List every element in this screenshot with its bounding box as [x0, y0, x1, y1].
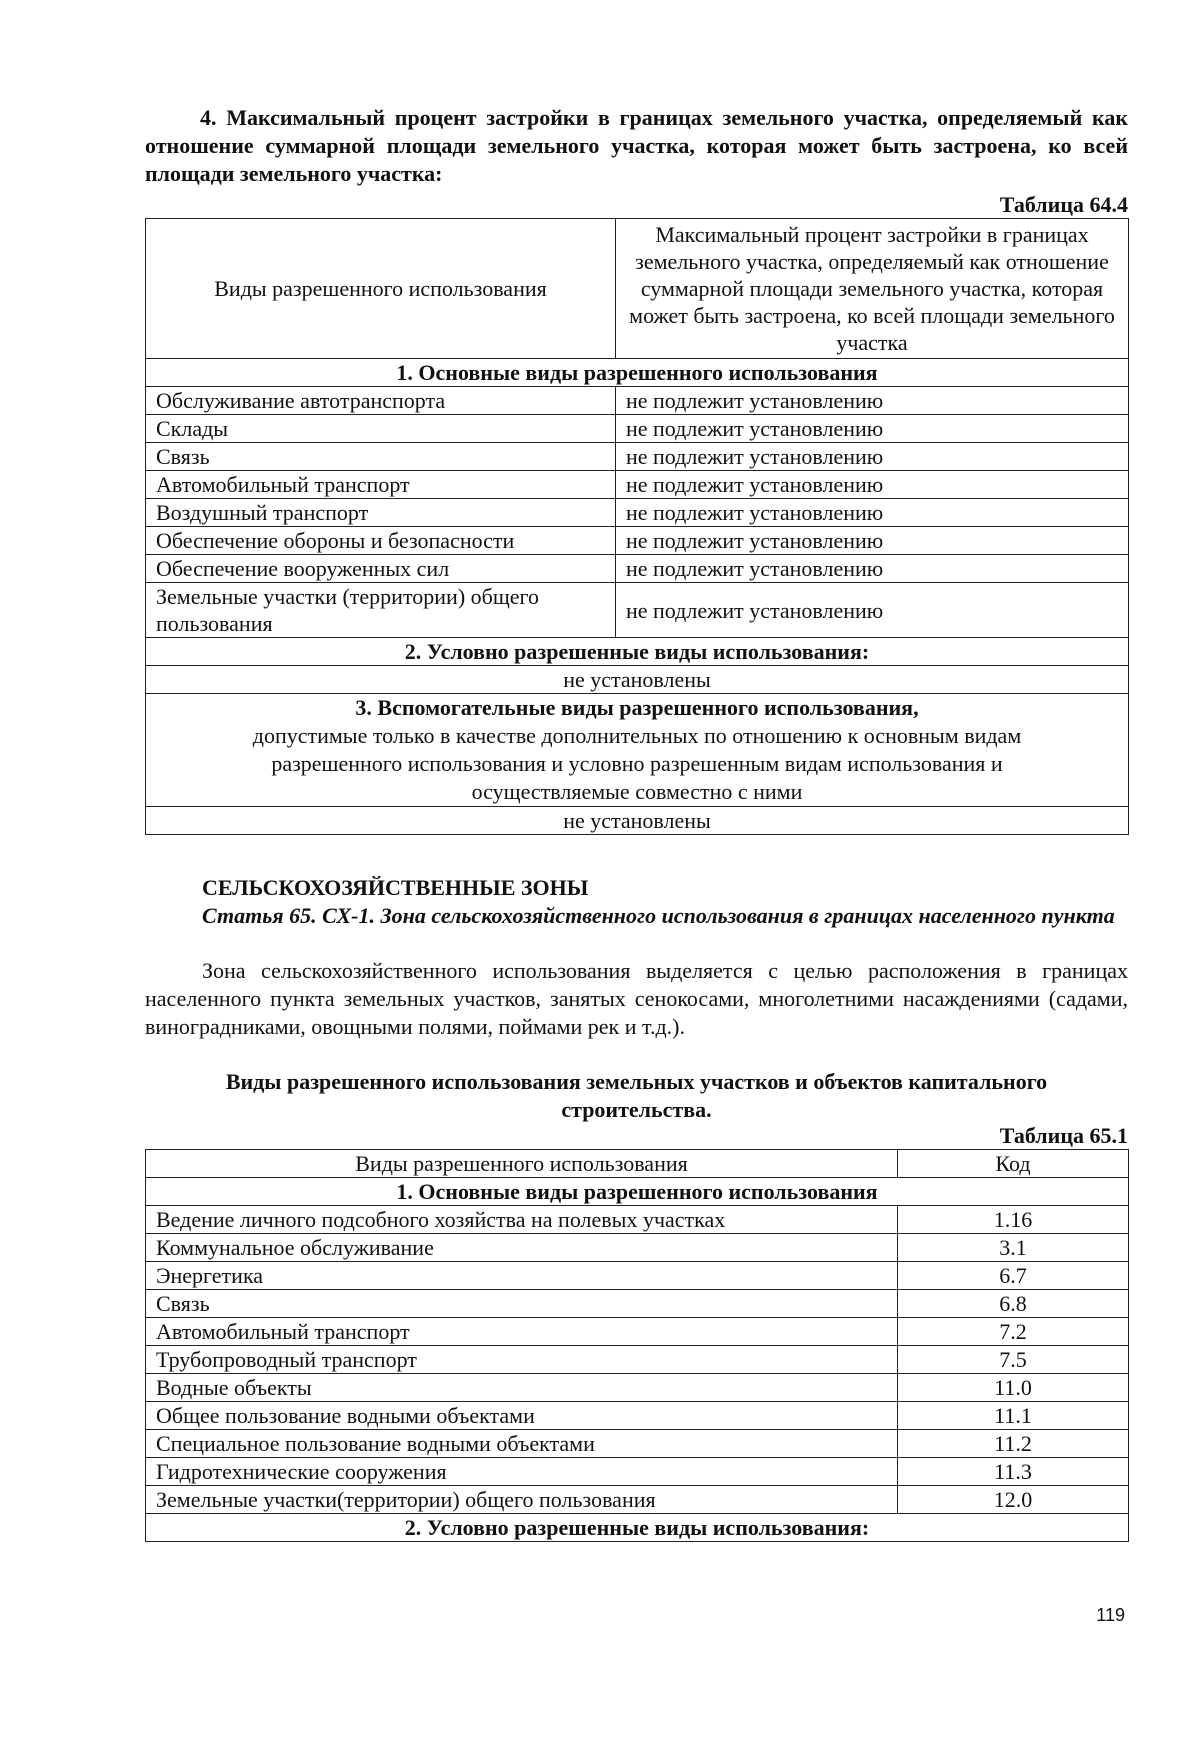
table-row [146, 1206, 1129, 1234]
row-name-cell: Связь [146, 1290, 898, 1318]
page-number: 119 [1096, 1605, 1125, 1625]
header-cell-code: Код [898, 1150, 1129, 1178]
table-row [146, 555, 1129, 583]
row-code-cell: 11.3 [898, 1458, 1129, 1486]
row-name-cell: Гидротехнические сооружения [146, 1458, 898, 1486]
zone-description: Зона сельскохозяйственного использования выделяется с целью расположения в границах населенного пункта земельных участков, занятых сенокосами, многолетними насаждениями (садами, виноградниками, овощными полями, поймами рек и т.д.). [145, 958, 1128, 1039]
table-row [146, 1234, 1129, 1262]
row-name-cell: Специальное пользование водными объектами [146, 1430, 898, 1458]
section-3-value: не установлены [146, 807, 1129, 835]
row-value-cell: не подлежит установлению [616, 555, 1129, 583]
section-row [146, 359, 1129, 387]
row-value-cell: не подлежит установлению [616, 583, 1129, 638]
section-2-title: 2. Условно разрешенные виды использования: [146, 638, 1129, 666]
table-65-1-heading-text: Виды разрешенного использования земельных участков и объектов капитального строительства. [225, 1069, 1048, 1122]
header-cell-kinds: Виды разрешенного использования [146, 1150, 898, 1178]
header-cell-kinds: Виды разрешенного использования [146, 219, 616, 359]
table-row [146, 387, 1129, 415]
table-row [146, 415, 1129, 443]
section-row [146, 1178, 1129, 1206]
row-name-cell: Обеспечение вооруженных сил [146, 555, 616, 583]
section-value-row [146, 666, 1129, 694]
row-value-cell: не подлежит установлению [616, 471, 1129, 499]
section-1-title: 1. Основные виды разрешенного использования [146, 1178, 1129, 1206]
row-name-cell: Трубопроводный транспорт [146, 1346, 898, 1374]
table-row [146, 583, 1129, 638]
row-value-cell: не подлежит установлению [616, 415, 1129, 443]
row-value-cell: не подлежит установлению [616, 387, 1129, 415]
table-row [146, 1430, 1129, 1458]
table-65-1-caption: Таблица 65.1 [999, 1123, 1128, 1148]
row-name-cell: Связь [146, 443, 616, 471]
zones-heading: СЕЛЬСКОХОЗЯЙСТВЕННЫЕ ЗОНЫ [202, 875, 589, 900]
row-value-cell: не подлежит установлению [616, 443, 1129, 471]
table-row [146, 1346, 1129, 1374]
section-3-title: 3. Вспомогательные виды разрешенного использования, [355, 695, 919, 720]
row-code-cell: 12.0 [898, 1486, 1129, 1514]
row-name-cell: Автомобильный транспорт [146, 471, 616, 499]
section-value-row [146, 807, 1129, 835]
row-name-cell: Автомобильный транспорт [146, 1318, 898, 1346]
table-header-row [146, 219, 1129, 359]
row-name-cell: Воздушный транспорт [146, 499, 616, 527]
table-row [146, 443, 1129, 471]
section-2-value: не установлены [146, 666, 1129, 694]
table-row [146, 1318, 1129, 1346]
table-65-1 [145, 1149, 1129, 1542]
row-code-cell: 6.8 [898, 1290, 1129, 1318]
row-name-cell: Склады [146, 415, 616, 443]
row-code-cell: 11.2 [898, 1430, 1129, 1458]
table-row [146, 1486, 1129, 1514]
table-64-4-caption: Таблица 64.4 [999, 192, 1128, 217]
header-cell-max-percent: Максимальный процент застройки в границах земельного участка, определяемый как отношение суммарной площади земельного участка, которая может быть застроена, ко всей площади земельного участка [616, 219, 1129, 359]
article-65-heading: Статья 65. СХ-1. Зона сельскохозяйственного использования в границах населенного пункта [202, 903, 1115, 928]
row-name-cell: Обслуживание автотранспорта [146, 387, 616, 415]
section-2-title: 2. Условно разрешенные виды использования: [146, 1514, 1129, 1542]
table-row [146, 1458, 1129, 1486]
paragraph-item-4: 4. Максимальный процент застройки в границах земельного участка, определяемый как отношение суммарной площади земельного участка, которая может быть застроена, ко всей площади земельного участка: [145, 105, 1128, 186]
section-3-text: допустимые только в качестве дополнительных по отношению к основным видам разрешенного использования и условно разрешенным видам использования и осуществляемые совместно с ними [252, 723, 1022, 804]
row-code-cell: 6.7 [898, 1262, 1129, 1290]
section-row [146, 694, 1129, 807]
table-header-row [146, 1150, 1129, 1178]
section-row [146, 638, 1129, 666]
row-code-cell: 1.16 [898, 1206, 1129, 1234]
row-code-cell: 7.2 [898, 1318, 1129, 1346]
row-name-cell: Водные объекты [146, 1374, 898, 1402]
row-name-cell: Обеспечение обороны и безопасности [146, 527, 616, 555]
row-name-cell: Энергетика [146, 1262, 898, 1290]
row-value-cell: не подлежит установлению [616, 499, 1129, 527]
table-row [146, 1402, 1129, 1430]
table-row [146, 1374, 1129, 1402]
row-name-cell: Земельные участки (территории) общего пользования [146, 583, 616, 638]
table-row [146, 471, 1129, 499]
row-value-cell: не подлежит установлению [616, 527, 1129, 555]
table-row [146, 1262, 1129, 1290]
section-1-title: 1. Основные виды разрешенного использования [146, 359, 1129, 387]
section-row [146, 1514, 1129, 1542]
row-name-cell: Коммунальное обслуживание [146, 1234, 898, 1262]
table-65-1-heading [145, 1068, 1128, 1124]
row-code-cell: 7.5 [898, 1346, 1129, 1374]
row-name-cell: Земельные участки(территории) общего пользования [146, 1486, 898, 1514]
table-row [146, 1290, 1129, 1318]
row-name-cell: Ведение личного подсобного хозяйства на полевых участках [146, 1206, 898, 1234]
row-code-cell: 11.1 [898, 1402, 1129, 1430]
table-row [146, 499, 1129, 527]
row-code-cell: 11.0 [898, 1374, 1129, 1402]
section-3-cell [146, 694, 1129, 807]
table-64-4 [145, 218, 1129, 835]
row-name-cell: Общее пользование водными объектами [146, 1402, 898, 1430]
row-code-cell: 3.1 [898, 1234, 1129, 1262]
table-row [146, 527, 1129, 555]
